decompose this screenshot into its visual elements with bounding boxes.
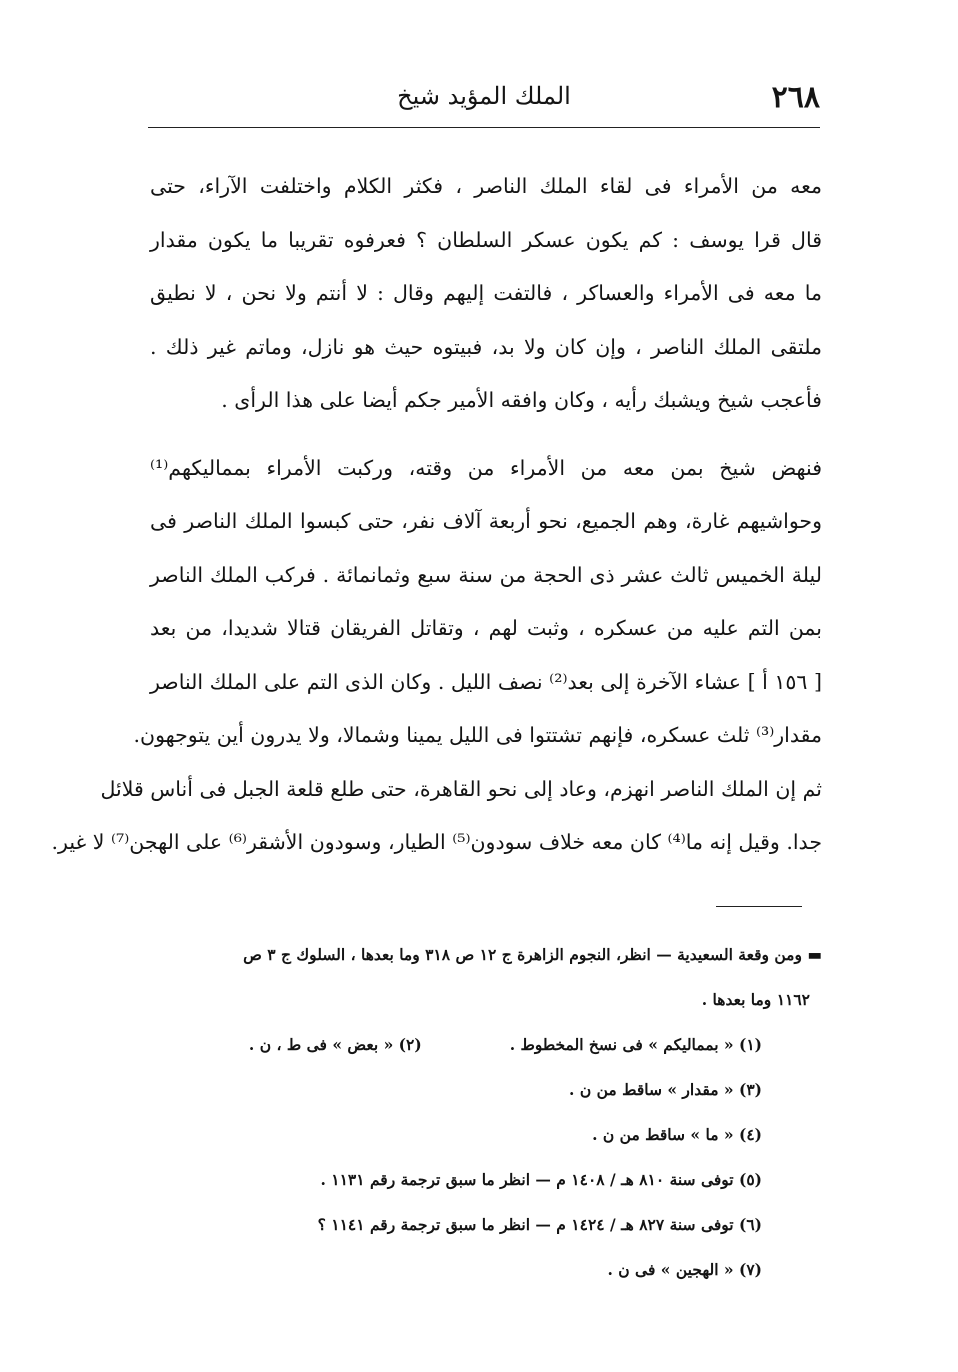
footnote-row <box>170 1022 822 1067</box>
footnote-4: (٤) « ما » ساقط من ن . <box>592 1125 762 1144</box>
footnote-7: (٧) « الهجين » فى ن . <box>607 1260 762 1279</box>
header-rule <box>148 127 820 128</box>
text-line: فأعجب شيخ ويشبك رأيه ، وكان وافقه الأمير جكم أيضا على هذا الرأى . <box>221 388 822 412</box>
text-line: ليلة الخميس ثالث عشر ذى الحجة من سنة سبع وثمانمائة . فركب الملك الناصر <box>150 562 822 587</box>
footnote-1: (١) « بمماليكم » فى نسخ المخطوط . <box>509 1035 762 1054</box>
footnotes <box>170 932 822 1292</box>
text-line: [ ١٥٦ أ ] عشاء الآخرة إلى بعد⁽²⁾ نصف الليل . وكان الذى التم على الملك الناصر <box>150 669 823 694</box>
footnote-rule <box>716 906 802 907</box>
main-text <box>51 160 823 870</box>
paragraph-gap <box>150 428 822 442</box>
footnote-2: (٢) « بعض » فى ط ، ن . <box>248 1035 422 1054</box>
footnote-6: (٦) توفى سنة ٨٢٧ هـ / ١٤٢٤ م — انظر ما سبق ترجمة رقم ١١٤١ ؟ <box>317 1215 762 1234</box>
source-note-continued: ١١٦٢ وما بعدها . <box>701 990 810 1009</box>
footnote-5: (٥) توفى سنة ٨١٠ هـ / ١٤٠٨ م — انظر ما سبق ترجمة رقم ١١٣١ . <box>320 1170 762 1189</box>
text-line: ملتقى الملك الناصر ، وإن كان ولا بد، فبيتوه حيث هو نازل، وماتم غير ذلك . <box>150 334 822 359</box>
page-header <box>148 76 820 124</box>
text-line: ثم إن الملك الناصر انهزم، وعاد إلى نحو القاهرة، حتى طلع قلعة الجبل فى أناس قلائل <box>100 776 822 801</box>
text-line: معه من الأمراء فى لقاء الملك الناصر ، فكثر الكلام واختلفت الآراء، حتى <box>150 174 822 198</box>
text-line: ما معه فى الأمراء والعساكر ، فالتفت إليهم وقال : لا أنتم ولا نحن ، لا نطيق <box>150 281 822 305</box>
page-number: ٢٦٨ <box>771 80 820 115</box>
source-note: ▬ ومن وقعة السعيدية — انظر، النجوم الزاهرة ج ١٢ ص ٣١٨ وما بعدها ، السلوك ج ٣ ص <box>243 945 822 964</box>
footnote-3: (٣) « مقدار » ساقط من ن . <box>569 1080 762 1099</box>
text-line: وحواشيهم غارة، وهم الجميع، نحو أربعة آلاف نفر، حتى كبسوا الملك الناصر فى <box>150 509 822 533</box>
text-line: جدا. وقيل إنه ما⁽⁴⁾ كان معه خلاف سودون⁽⁵⁾ الطيار، وسودون الأشقر⁽⁶⁾ على الهجن⁽⁷⁾ لا غير. <box>51 830 822 854</box>
text-line: مقدار⁽³⁾ ثلث عسكره، فإنهم تشتتوا فى الليل يمينا وشمالا، ولا يدرون أين يتوجهون. <box>133 723 822 747</box>
text-line: بمن التم عليه من عسكره ، وثبت لهم ، وتقاتل الفريقان قتالا شديدا، من بعد <box>150 616 822 640</box>
running-title: الملك المؤيد شيخ <box>397 82 571 110</box>
text-line: قال قرا يوسف : كم يكون عسكر السلطان ؟ فعرفوه تقريبا ما يكون مقدار <box>150 227 822 252</box>
text-line: فنهض شيخ بمن معه من الأمراء من وقته، وركبت الأمراء بمماليكهم⁽¹⁾ <box>150 455 822 480</box>
